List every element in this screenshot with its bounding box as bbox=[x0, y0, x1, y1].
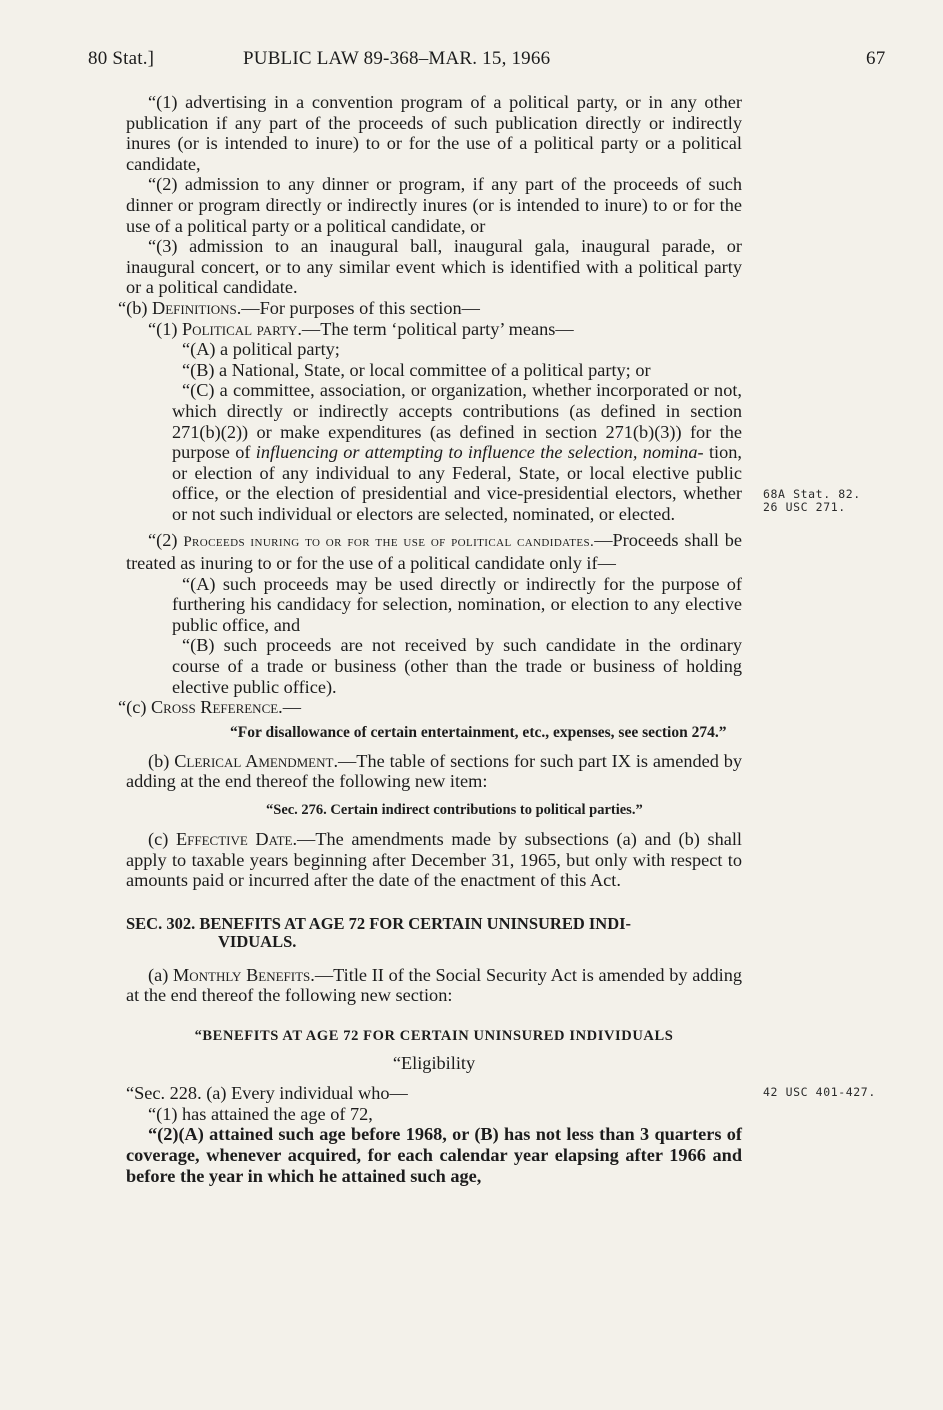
paragraph-admission-dinner: “(2) admission to any dinner or program, if any part of the proceeds of such dinner or program directly or indirectly inures (or is intended to inure) to or for the use of a political party or a political candidate, or bbox=[126, 174, 742, 236]
paragraph-proceeds-inuring bbox=[126, 530, 742, 573]
clause-b-committee: “(B) a National, State, or local committee of a political party; or bbox=[182, 359, 651, 380]
margin-note-68a-stat bbox=[763, 488, 861, 514]
subsection-text: —For purposes of this section— bbox=[241, 297, 480, 318]
paragraph-heading: Proceeds inuring to or for the use of political candidates. bbox=[183, 534, 595, 551]
paragraph-text: —The term ‘political party’ means— bbox=[301, 318, 574, 339]
subsection-heading: Definitions. bbox=[152, 297, 242, 318]
subsection-text: —The amendments made by subsections (a) and (b) shall apply to taxable years beginning after December 31, 1965, but only with respect to amounts paid or incurred after the date of the enactment of this Act. bbox=[126, 829, 742, 891]
section-heading-line: SEC. 302. BENEFITS AT AGE 72 FOR CERTAIN UNINSURED INDI- bbox=[126, 913, 632, 933]
clause-text: “(C) a committee, association, or organization, whether incorporated or not, which directly or indirectly accepts contributions (as defined in section 271(b)(2)) or make expenditures (as defined in section 271(b)(3)) for the purpose of bbox=[172, 380, 742, 463]
header-volume: 80 Stat.] bbox=[88, 48, 155, 69]
paragraph-political-party bbox=[126, 319, 742, 340]
new-section-item: “Sec. 276. Certain indirect contributions to political parties.” bbox=[266, 802, 643, 818]
margin-note-42-usc: 42 USC 401-427. bbox=[763, 1085, 876, 1099]
clause-b-proceeds-not-received: “(B) such proceeds are not received by such candidate in the ordinary course of a trade or business (other than the trade or business of holding elective public office). bbox=[172, 635, 742, 697]
paragraph-label: “(2) bbox=[148, 530, 178, 551]
paragraph-inaugural: “(3) admission to an inaugural ball, inaugural gala, inaugural parade, or inaugural concert, or to any similar event which is identified with a political party or a political candidate. bbox=[126, 236, 742, 298]
clause-a-political-party: “(A) a political party; bbox=[182, 339, 340, 360]
section-302-heading bbox=[126, 915, 742, 951]
paragraph-definitions bbox=[118, 297, 742, 319]
subsection-text: —The table of sections for such part IX is amended by adding at the end thereof the following new item: bbox=[126, 750, 742, 792]
subsection-label: (b) bbox=[148, 750, 170, 771]
subsection-heading: Effective Date. bbox=[175, 829, 298, 849]
paragraph-monthly-benefits bbox=[126, 965, 742, 1006]
subsection-text: —Title II of the Social Security Act is amended by adding at the end thereof the following new section: bbox=[126, 964, 742, 1006]
paragraph-effective-date bbox=[126, 829, 742, 891]
body-text bbox=[118, 92, 743, 1186]
section-heading-line: VIDUALS. bbox=[218, 931, 297, 951]
paragraph-clerical-amendment bbox=[126, 751, 742, 792]
clause-a-proceeds-used: “(A) such proceeds may be used directly or indirectly for the purpose of furthering his candidacy for selection, nomination, or election to any elective public office, and bbox=[172, 573, 742, 635]
subsection-heading: Monthly Benefits. bbox=[173, 964, 315, 985]
subsection-heading: Cross Reference. bbox=[150, 697, 283, 718]
margin-note-line: 68A Stat. 82. bbox=[763, 487, 861, 501]
header-title: PUBLIC LAW 89-368–MAR. 15, 1966 bbox=[243, 48, 551, 69]
paragraph-text: —Proceeds shall be treated as inuring to or for the use of a political candidate only if— bbox=[126, 530, 743, 574]
paragraph-sec-228: “Sec. 228. (a) Every individual who— bbox=[126, 1083, 408, 1104]
subsection-label: (a) bbox=[148, 964, 169, 985]
subsection-label: (c) bbox=[148, 829, 169, 849]
clause-text-italic: influencing or attempting to influence the selection, nomina- bbox=[255, 442, 704, 463]
subsection-label: “(c) bbox=[118, 697, 147, 718]
paragraph-advertising: “(1) advertising in a convention program of a political party, or in any other publication if any part of the proceeds of such publication directly or indirectly inures (or is intended to inure) to or for the use of a political party or a political candidate, bbox=[126, 92, 742, 174]
subsection-text: — bbox=[282, 697, 302, 718]
paragraph-attained-72: “(1) has attained the age of 72, bbox=[148, 1103, 373, 1124]
page-number: 67 bbox=[866, 48, 886, 69]
paragraph-heading: Political party. bbox=[182, 318, 302, 339]
clause-c-association bbox=[126, 380, 742, 524]
subsection-heading: Clerical Amendment. bbox=[174, 750, 339, 771]
margin-note-line: 26 USC 271. bbox=[763, 500, 846, 514]
paragraph-label: “(1) bbox=[148, 318, 178, 339]
heading-benefits-age-72: “BENEFITS AT AGE 72 FOR CERTAIN UNINSURED INDIVIDUALS bbox=[194, 1027, 674, 1044]
clause-text: tion, or election of any individual to any Federal, State, or local elective public office, or the election of presidential and vice-presidential electors, whether or not such individual or electors are selected, nominated, or elected. bbox=[172, 442, 742, 524]
cross-reference-note: “For disallowance of certain entertainment, etc., expenses, see section 274.” bbox=[230, 723, 727, 741]
heading-eligibility: “Eligibility bbox=[392, 1052, 476, 1073]
paragraph-cross-reference bbox=[118, 697, 742, 718]
paragraph-attained-before-1968: “(2)(A) attained such age before 1968, or (B) has not less than 3 quarters of coverage, whenever acquired, for each calendar year elapsing after 1966 and before the year in which he attained such age, bbox=[126, 1124, 742, 1186]
subsection-label: “(b) bbox=[118, 297, 148, 318]
